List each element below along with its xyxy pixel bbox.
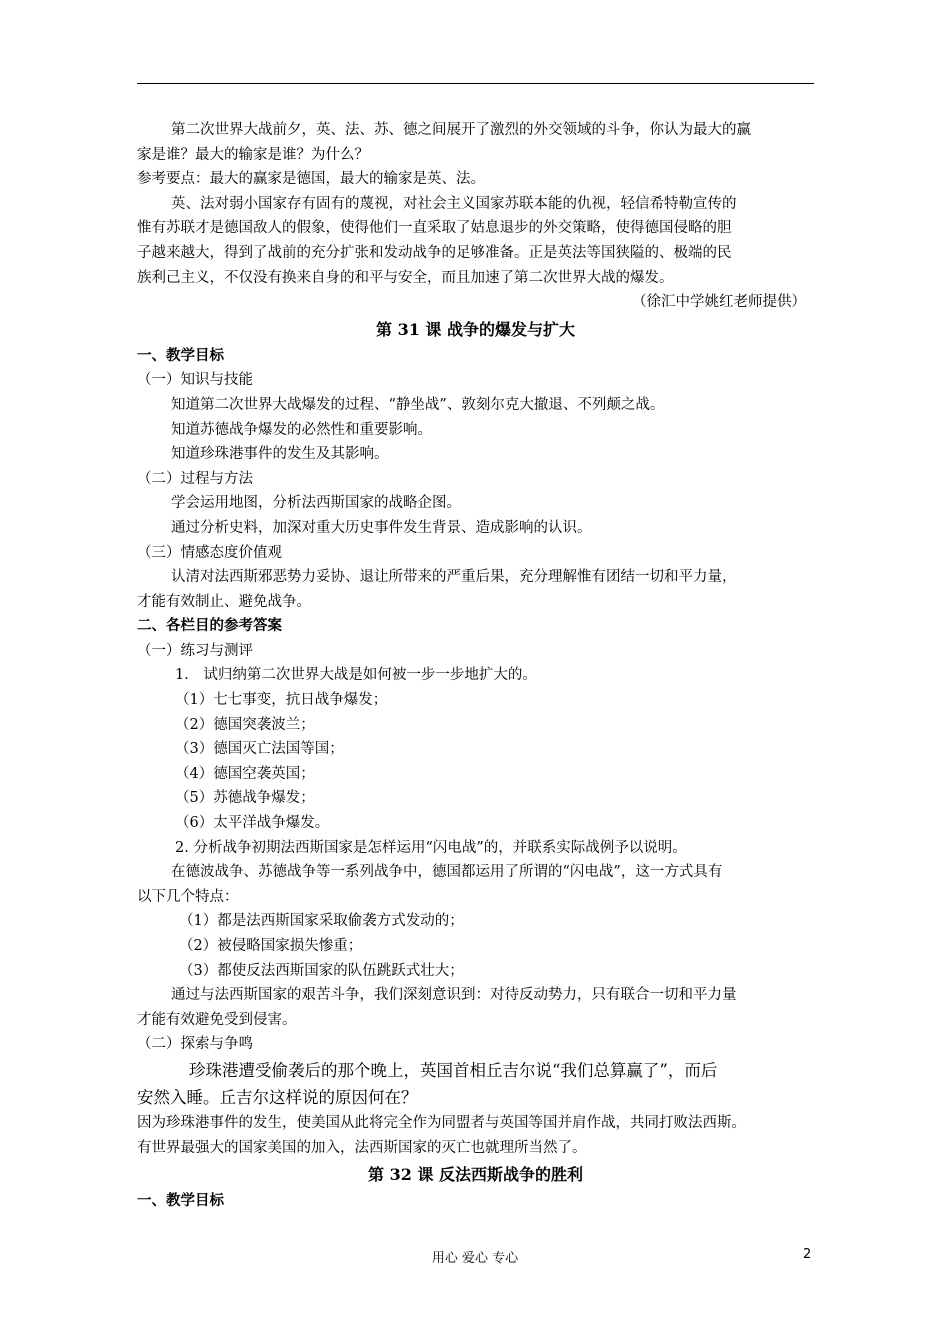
answer-item: （1）七七事变，抗日战争爆发；: [175, 692, 388, 709]
section-heading: 二、各栏目的参考答案: [137, 617, 282, 635]
intro-paragraph-line: 家是谁？最大的输家是谁？为什么？: [137, 146, 369, 163]
answer-item: （2）德国突袭波兰；: [175, 716, 315, 733]
answer-text: 通过与法西斯国家的艰苦斗争，我们深刻意识到：对待反动势力，只有联合一切和平力量: [171, 987, 737, 1004]
subsection-heading: （三）情感态度价值观: [137, 544, 282, 561]
header-rule: [137, 83, 814, 84]
discussion-answer: 有世界最强大的国家美国的加入，法西斯国家的灭亡也就理所当然了。: [137, 1139, 587, 1156]
discussion-answer: 因为珍珠港事件的发生，使美国从此将完全作为同盟者与英国等国并肩作战，共同打败法西斯。: [137, 1114, 746, 1131]
page-body: [137, 118, 814, 1214]
page-number: 2: [803, 1247, 812, 1262]
answer-item: （1）都是法西斯国家采取偷袭方式发动的；: [179, 913, 464, 930]
subsection-heading: （一）练习与测评: [137, 642, 253, 659]
footer-motto: 用心 爱心 专心: [431, 1251, 519, 1266]
objective-item: 学会运用地图，分析法西斯国家的战略企图。: [171, 495, 461, 512]
answer-item: （5）苏德战争爆发；: [175, 790, 315, 807]
reference-points: 参考要点：最大的赢家是德国，最大的输家是英、法。: [137, 171, 485, 188]
subsection-heading: （二）探索与争鸣: [137, 1036, 253, 1053]
intro-paragraph-line: 第二次世界大战前夕，英、法、苏、德之间展开了激烈的外交领域的斗争，你认为最大的赢: [171, 122, 751, 138]
answer-text: 在德波战争、苏德战争等一系列战争中，德国都运用了所谓的“闪电战”，这一方式具有: [171, 864, 723, 881]
objective-item: 才能有效制止、避免战争。: [137, 593, 311, 610]
section-heading: 一、教学目标: [137, 1192, 224, 1210]
answer-text: 才能有效避免受到侵害。: [137, 1011, 297, 1028]
subsection-heading: （二）过程与方法: [137, 470, 253, 487]
objective-item: 知道第二次世界大战爆发的过程、“静坐战”、敦刻尔克大撤退、不列颠之战。: [171, 396, 665, 413]
objective-item: 认清对法西斯邪恶势力妥协、退让所带来的严重后果，充分理解惟有团结一切和平力量，: [171, 569, 737, 586]
discussion-question: 珍珠港遭受偷袭后的那个晚上，英国首相丘吉尔说“我们总算赢了”，而后: [189, 1060, 718, 1080]
answer-item: （2）被侵略国家损失惨重；: [179, 938, 363, 954]
objective-item: 知道珍珠港事件的发生及其影响。: [171, 446, 389, 463]
analysis-line: 英、法对弱小国家存有固有的蔑视，对社会主义国家苏联本能的仇视，轻信希特勒宣传的: [171, 195, 737, 212]
answer-text: 以下几个特点：: [137, 888, 239, 905]
answer-item: （3）都使反法西斯国家的队伍跳跃式壮大；: [179, 962, 464, 979]
lesson-31-title: 第 31 课 战争的爆发与扩大: [376, 319, 575, 339]
subsection-heading: （一）知识与技能: [137, 372, 253, 389]
analysis-line: 惟有苏联才是德国敌人的假象，使得他们一直采取了姑息退步的外交策略，使得德国侵略的胆: [137, 220, 732, 237]
analysis-line: 族利己主义，不仅没有换来自身的和平与安全，而且加速了第二次世界大战的爆发。: [137, 269, 674, 286]
analysis-line: 子越来越大，得到了战前的充分扩张和发动战争的足够准备。正是英法等国狭隘的、极端的民: [137, 244, 732, 261]
answer-item: （4）德国空袭英国；: [175, 765, 315, 782]
credit-line: （徐汇中学姚红老师提供）: [632, 294, 806, 311]
answer-item: （6）太平洋战争爆发。: [175, 815, 330, 832]
lesson-32-title: 第 32 课 反法西斯战争的胜利: [368, 1165, 583, 1185]
discussion-question: 安然入睡。丘吉尔这样说的原因何在？: [137, 1087, 418, 1107]
objective-item: 知道苏德战争爆发的必然性和重要影响。: [171, 421, 432, 438]
answer-item: （3）德国灭亡法国等国；: [175, 741, 344, 758]
section-heading: 一、教学目标: [137, 346, 224, 364]
question: 2. 分析战争初期法西斯国家是怎样运用“闪电战”的，并联系实际战例予以说明。: [175, 839, 687, 856]
question: 1． 试归纳第二次世界大战是如何被一步一步地扩大的。: [175, 667, 537, 684]
objective-item: 通过分析史料，加深对重大历史事件发生背景、造成影响的认识。: [171, 519, 592, 536]
